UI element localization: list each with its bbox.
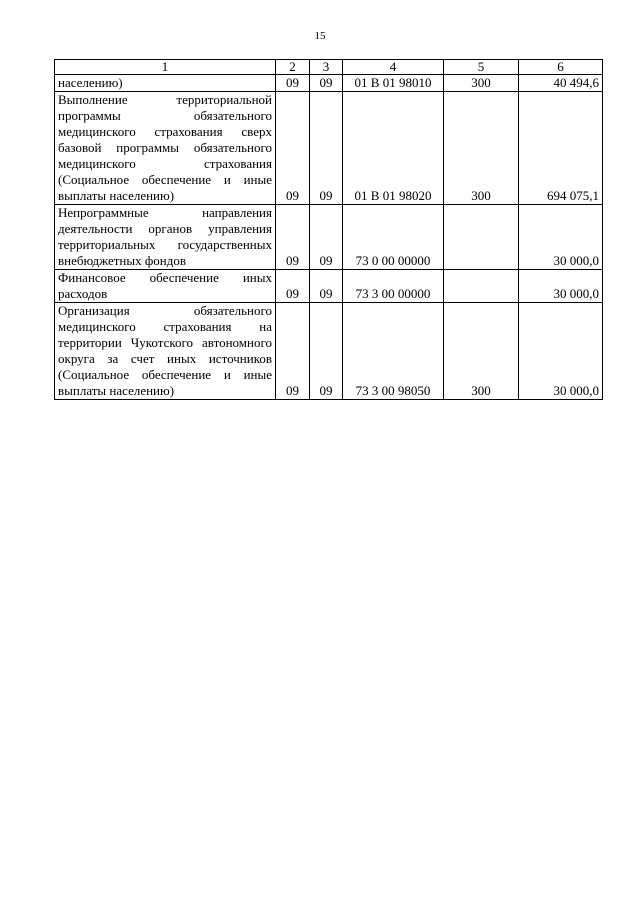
column-header: 2 bbox=[276, 60, 310, 75]
row-sum: 40 494,6 bbox=[519, 75, 603, 92]
row-sum: 30 000,0 bbox=[519, 205, 603, 270]
row-target-article: 01 В 01 98020 bbox=[343, 92, 444, 205]
row-target-article: 73 3 00 00000 bbox=[343, 270, 444, 303]
row-subsection: 09 bbox=[310, 303, 343, 400]
row-name: Непрограммные направления деятельности органов управления территориальных государственных внебюджетных фондов bbox=[55, 205, 276, 270]
column-header: 3 bbox=[310, 60, 343, 75]
row-target-article: 01 В 01 98010 bbox=[343, 75, 444, 92]
budget-table bbox=[54, 59, 603, 400]
row-subsection: 09 bbox=[310, 270, 343, 303]
table-row bbox=[55, 92, 603, 205]
column-header: 4 bbox=[343, 60, 444, 75]
column-header: 1 bbox=[55, 60, 276, 75]
column-header: 5 bbox=[444, 60, 519, 75]
row-expense-type bbox=[444, 205, 519, 270]
table-row bbox=[55, 303, 603, 400]
column-header: 6 bbox=[519, 60, 603, 75]
row-expense-type: 300 bbox=[444, 303, 519, 400]
row-name: населению) bbox=[55, 75, 276, 92]
row-expense-type: 300 bbox=[444, 75, 519, 92]
row-sum: 694 075,1 bbox=[519, 92, 603, 205]
page-number: 15 bbox=[314, 30, 326, 42]
row-name: Выполнение территориальной программы обязательного медицинского страхования сверх базовой программы обязательного медицинского страхования (Социальное обеспечение и иные выплаты населению) bbox=[55, 92, 276, 205]
row-subsection: 09 bbox=[310, 92, 343, 205]
row-name: Финансовое обеспечение иных расходов bbox=[55, 270, 276, 303]
table-header-row bbox=[55, 60, 603, 75]
row-section: 09 bbox=[276, 303, 310, 400]
table-row bbox=[55, 270, 603, 303]
row-expense-type: 300 bbox=[444, 92, 519, 205]
row-target-article: 73 3 00 98050 bbox=[343, 303, 444, 400]
table-row bbox=[55, 205, 603, 270]
row-section: 09 bbox=[276, 270, 310, 303]
row-name: Организация обязательного медицинского страхования на территории Чукотского автономного округа за счет иных источников (Социальное обеспечение и иные выплаты населению) bbox=[55, 303, 276, 400]
row-subsection: 09 bbox=[310, 75, 343, 92]
row-section: 09 bbox=[276, 205, 310, 270]
row-sum: 30 000,0 bbox=[519, 270, 603, 303]
row-target-article: 73 0 00 00000 bbox=[343, 205, 444, 270]
row-expense-type bbox=[444, 270, 519, 303]
row-section: 09 bbox=[276, 92, 310, 205]
row-subsection: 09 bbox=[310, 205, 343, 270]
row-sum: 30 000,0 bbox=[519, 303, 603, 400]
table-row bbox=[55, 75, 603, 92]
row-section: 09 bbox=[276, 75, 310, 92]
